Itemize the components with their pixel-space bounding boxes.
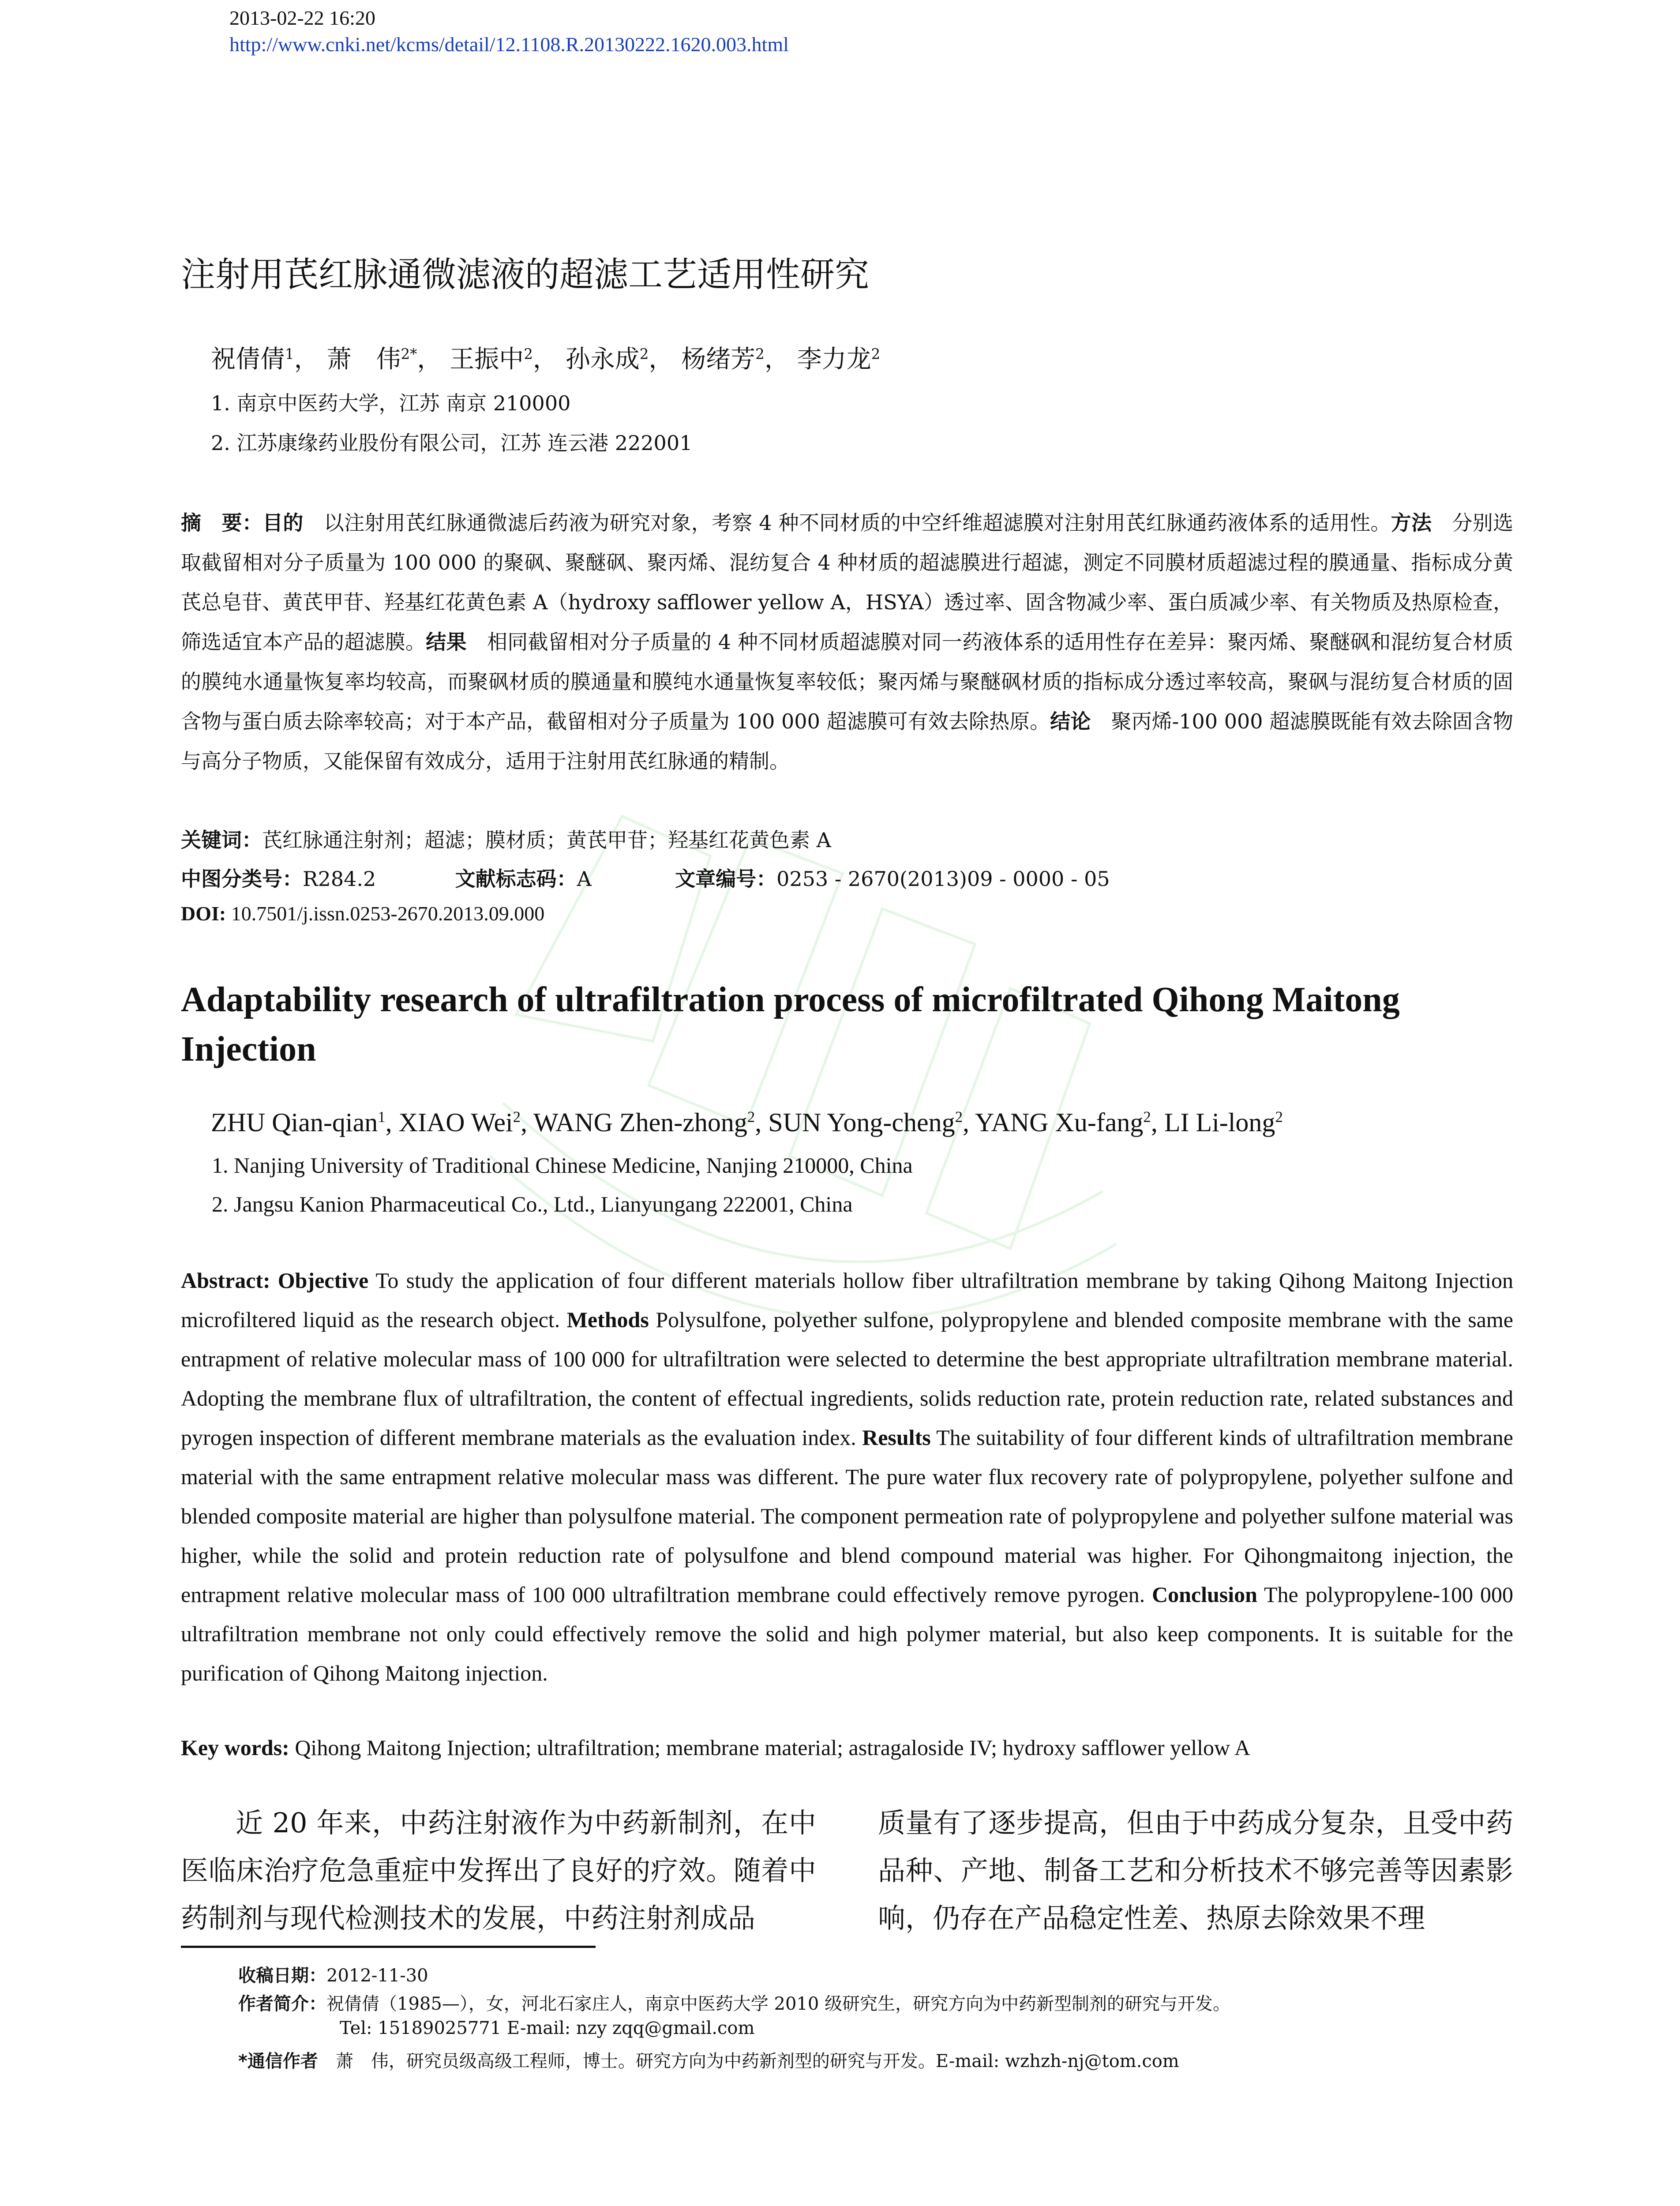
doc-code-value: A bbox=[577, 867, 592, 891]
received-label: 收稿日期： bbox=[238, 1966, 326, 1986]
cn-title: 注射用芪红脉通微滤液的超滤工艺适用性研究 bbox=[181, 255, 870, 295]
footnote-corresponding bbox=[238, 2047, 1179, 2072]
author-name: WANG Zhen-zhong bbox=[533, 1108, 747, 1137]
objective-text: 以注射用芪红脉通微滤后药液为研究对象，考察 4 种不同材质的中空纤维超滤膜对注射用芪红脉通药液体系的适用性。 bbox=[303, 511, 1391, 535]
body-column-right: 质量有了逐步提高，但由于中药成分复杂，且受中药品种、产地、制备工艺和分析技术不够完善等因素影响，仍存在产品稳定性差、热原去除效果不理 bbox=[878, 1807, 1513, 1934]
footnote-author-bio bbox=[238, 1990, 1230, 2015]
methods-text: Polysulfone, polyether sulfone, polypropylene and blended composite membrane with the same entrapment of relative molecular mass of 100 000 for ultrafiltration were selected to determine the best appropriate ultrafiltration membrane material. Adopting the membrane flux of ultrafiltration, the content of effectual ingredients, solids reduction rate, protein reduction rate, related substances and pyrogen inspection of different membrane materials as the evaluation index. bbox=[181, 1307, 1513, 1450]
results-label: 结果 bbox=[426, 630, 467, 654]
author-name: 祝倩倩 bbox=[211, 345, 285, 374]
author-name: ZHU Qian-qian bbox=[211, 1108, 378, 1137]
received-date: 2012-11-30 bbox=[326, 1966, 428, 1986]
author-bio-text: 祝倩倩（1985—），女，河北石家庄人，南京中医药大学 2010 级研究生，研究方向为中药新型制剂的研究与开发。 bbox=[326, 1994, 1231, 2014]
footnote-received bbox=[238, 1962, 428, 1987]
author-name: LI Li-long bbox=[1164, 1108, 1275, 1137]
clc-label: 中图分类号： bbox=[181, 867, 303, 891]
author-bio-label: 作者简介： bbox=[238, 1994, 326, 2014]
keywords-label: Key words: bbox=[181, 1735, 289, 1760]
author-name: 李力龙 bbox=[797, 345, 871, 374]
doi-value: 10.7501/j.issn.0253-2670.2013.09.000 bbox=[226, 902, 545, 925]
author-affil-mark: 2 bbox=[747, 1108, 755, 1126]
author-name: 杨绪芳 bbox=[681, 345, 756, 374]
keywords-label: 关键词： bbox=[181, 828, 262, 852]
cn-keywords bbox=[181, 824, 831, 853]
objective-label: 目的 bbox=[262, 511, 304, 535]
methods-label: Methods bbox=[566, 1307, 649, 1332]
cn-doi bbox=[181, 902, 544, 925]
doc-code-label: 文献标志码： bbox=[455, 867, 577, 891]
footnote-divider bbox=[181, 1946, 596, 1948]
abstract-label: Abstract: Objective bbox=[181, 1268, 369, 1293]
abstract-label: 摘 要： bbox=[181, 511, 263, 535]
conclusion-text: The polypropylene-100 000 ultrafiltration membrane not only could effectively remove the solid and high polymer material, but also keep components. It is suitable for the purification of Qihong Maitong injection. bbox=[181, 1582, 1514, 1685]
cn-affiliation-2: 2. 江苏康缘药业股份有限公司，江苏 连云港 222001 bbox=[211, 431, 693, 455]
en-title: Adaptability research of ultrafiltration process of microfiltrated Qihong Maitong Injection bbox=[181, 980, 1400, 1069]
header-url-link[interactable]: http://www.cnki.net/kcms/detail/12.1108.R.20130222.1620.003.html bbox=[229, 33, 789, 56]
author-affil-mark: 2 bbox=[524, 345, 533, 363]
author-affil-mark: 2 bbox=[1275, 1108, 1283, 1126]
corresponding-text: 萧 伟，研究员级高级工程师，博士。研究方向为中药新剂型的研究与开发。E-mail: wzhzh-nj@tom.com bbox=[318, 2051, 1179, 2071]
author-name: 孙永成 bbox=[565, 345, 640, 374]
cn-affiliation-1: 1. 南京中医药大学，江苏 南京 210000 bbox=[211, 391, 571, 415]
en-author-list: ZHU Qian-qian$^1$, XIAO Wei$^2$, WANG Zhen-zhong$^2$, SUN Yong-cheng$^2$, YANG Xu-fang$^2$, LI Li-long$^2$ bbox=[211, 1108, 1283, 1137]
author-name: SUN Yong-cheng bbox=[768, 1108, 955, 1137]
author-name: 王振中 bbox=[450, 345, 524, 374]
author-affil-mark: 1 bbox=[285, 345, 294, 363]
en-abstract bbox=[181, 1261, 1513, 1693]
en-keywords bbox=[181, 1735, 1513, 1760]
results-label: Results bbox=[862, 1425, 931, 1450]
conclusion-text: 聚丙烯-100 000 超滤膜既能有效去除固含物与高分子物质，又能保留有效成分，适用于注射用芪红脉通的精制。 bbox=[181, 709, 1513, 773]
keywords-text: Qihong Maitong Injection; ultrafiltration; membrane material; astragaloside IV; hydroxy safflower yellow A bbox=[289, 1735, 1250, 1760]
clc-value: R284.2 bbox=[303, 867, 376, 891]
methods-label: 方法 bbox=[1391, 511, 1432, 535]
author-affil-mark: 2 bbox=[755, 345, 765, 363]
author-affil-mark: 2* bbox=[401, 345, 417, 363]
author-name: 萧 伟 bbox=[326, 345, 401, 374]
methods-text: 分别选取截留相对分子质量为 100 000 的聚砜、聚醚砜、聚丙烯、混纺复合 4 种材质的超滤膜进行超滤，测定不同膜材质超滤过程的膜通量、指标成分黄芪总皂苷、黄芪甲苷、羟基红花黄色素 A（hydroxy safflower yellow A，HSYA）透过率、固含物减少率、蛋白质减少率、有关物质及热原检查，筛选适宜本产品的超滤膜。 bbox=[181, 511, 1514, 654]
author-affil-mark: 2 bbox=[1143, 1108, 1151, 1126]
author-affil-mark: 1 bbox=[378, 1108, 386, 1126]
doi-label: DOI: bbox=[181, 902, 226, 925]
en-affiliation-1: 1. Nanjing University of Traditional Chinese Medicine, Nanjing 210000, China bbox=[212, 1153, 913, 1178]
keywords-text: 芪红脉通注射剂；超滤；膜材质；黄芪甲苷；羟基红花黄色素 A bbox=[262, 828, 831, 852]
objective-text: To study the application of four different materials hollow fiber ultrafiltration membrane by taking Qihong Maitong Injection microfiltered liquid as the research object. bbox=[181, 1268, 1513, 1332]
cn-abstract bbox=[181, 503, 1513, 781]
footnote-contact: Tel: 15189025771 E-mail: nzy zqq@gmail.com bbox=[340, 2018, 755, 2038]
author-affil-mark: 2 bbox=[871, 345, 881, 363]
author-affil-mark: 2 bbox=[639, 345, 649, 363]
article-no-value: 0253 - 2670(2013)09 - 0000 - 05 bbox=[776, 867, 1110, 891]
en-affiliation-2: 2. Jangsu Kanion Pharmaceutical Co., Ltd., Lianyungang 222001, China bbox=[212, 1192, 853, 1216]
author-affil-mark: 2 bbox=[955, 1108, 963, 1126]
corresponding-label: *通信作者 bbox=[238, 2051, 318, 2071]
article-no-label: 文章编号： bbox=[675, 867, 777, 891]
author-name: XIAO Wei bbox=[398, 1108, 513, 1137]
cn-author-list: 祝倩倩$^1$， 萧 伟$^{2*}$， 王振中$^2$， 孙永成$^2$， 杨绪芳$^2$， 李力龙$^2$ bbox=[211, 345, 881, 374]
body-column-left: 近 20 年来，中药注射液作为中药新制剂，在中医临床治疗危急重症中发挥出了良好的疗效。随着中药制剂与现代检测技术的发展，中药注射剂成品 bbox=[181, 1807, 816, 1934]
conclusion-label: Conclusion bbox=[1152, 1582, 1257, 1607]
results-text: 相同截留相对分子质量的 4 种不同材质超滤膜对同一药液体系的适用性存在差异：聚丙烯、聚醚砜和混纺复合材质的膜纯水通量恢复率均较高，而聚砜材质的膜通量和膜纯水通量恢复率较低；聚丙烯与聚醚砜材质的指标成分透过率较高，聚砜与混纺复合材质的固含物与蛋白质去除率较高；对于本产品，截留相对分子质量为 100 000 超滤膜可有效去除热原。 bbox=[181, 630, 1514, 733]
conclusion-label: 结论 bbox=[1050, 709, 1091, 733]
author-affil-mark: 2 bbox=[513, 1108, 521, 1126]
results-text: The suitability of four different kinds of ultrafiltration membrane material with the same entrapment relative molecular mass was different. The pure water flux recovery rate of polypropylene, polyether sulfone and blended composite material are higher than polysulfone material. The component permeation rate of polypropylene and polyether sulfone material was higher, while the solid and protein reduction rate of polysulfone and blend compound material was higher. For Qihongmaitong injection, the entrapment relative molecular mass of 100 000 ultrafiltration membrane could effectively remove pyrogen. bbox=[181, 1425, 1514, 1607]
header-date: 2013-02-22 16:20 bbox=[229, 7, 375, 29]
author-name: YANG Xu-fang bbox=[975, 1108, 1144, 1137]
cn-classification bbox=[181, 863, 1110, 892]
